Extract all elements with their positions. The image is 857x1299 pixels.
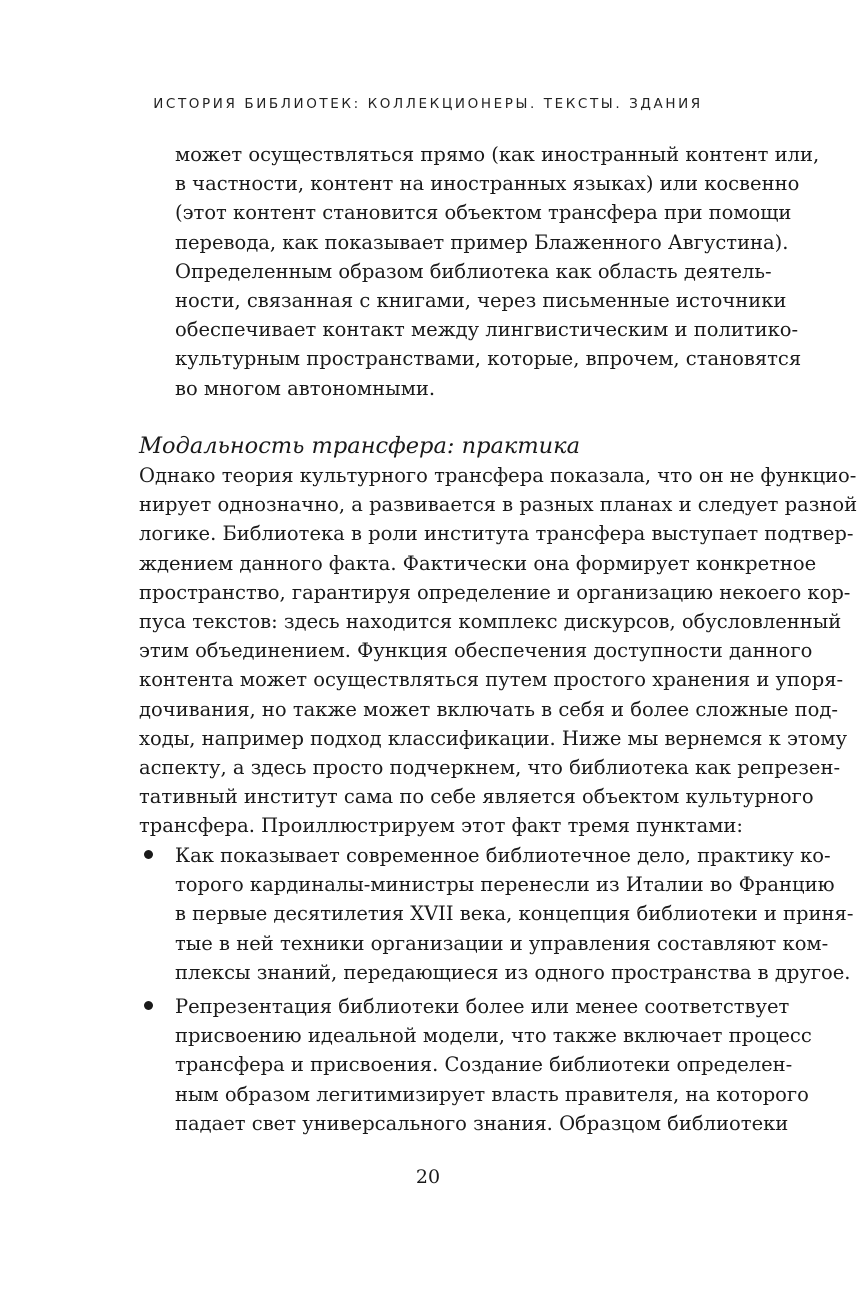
text-line: контента может осуществляться путем простого хранения и упоря- <box>139 668 844 692</box>
text-line: культурным пространствами, которые, впрочем, становятся <box>175 347 802 371</box>
continued-paragraph <box>0 140 856 403</box>
text-line: пространство, гарантируя определение и организацию некоего кор- <box>139 580 851 604</box>
text-line: трансфера и присвоения. Создание библиотеки определен- <box>175 1053 793 1077</box>
text-line: торого кардиналы-министры перенесли из Италии во Францию <box>175 873 835 897</box>
text-line: пуса текстов: здесь находится комплекс дискурсов, обусловленный <box>139 609 842 633</box>
section-heading: Модальность трансфера: практика <box>139 433 581 459</box>
text-line: (этот контент становится объектом трансфера при помощи <box>175 201 792 225</box>
text-line: может осуществляться прямо (как иностранный контент или, <box>175 143 820 166</box>
text-line: во многом автономными. <box>175 376 436 400</box>
bullet-item <box>0 841 856 987</box>
main-paragraph <box>0 461 856 840</box>
text-line: нирует однозначно, а развивается в разных планах и следует разной <box>139 493 857 517</box>
text-line: логике. Библиотека в роли института трансфера выступает подтвер- <box>139 522 854 546</box>
text-line: ным образом легитимизирует власть правителя, на которого <box>175 1082 809 1106</box>
text-line: Репрезентация библиотеки более или менее соответствует <box>175 994 790 1018</box>
text-line: присвоению идеальной модели, что также включает процесс <box>175 1024 812 1048</box>
text-line: дочивания, но также может включать в себя и более сложные под- <box>139 697 838 721</box>
text-line: Определенным образом библиотека как область деятель- <box>175 259 772 283</box>
text-line: тые в ней техники организации и управления составляют ком- <box>175 931 829 955</box>
text-line: обеспечивает контакт между лингвистическим и политико- <box>175 318 799 342</box>
text-line: этим объединением. Функция обеспечения доступности данного <box>139 639 813 663</box>
bullet-item <box>0 992 856 1138</box>
text-line: Однако теория культурного трансфера показала, что он не функцио- <box>139 464 857 487</box>
text-line: ждением данного факта. Фактически она формирует конкретное <box>139 551 817 575</box>
text-line: ходы, например подход классификации. Ниже мы вернемся к этому <box>139 726 848 750</box>
text-line: Как показывает современное библиотечное дело, практику ко- <box>175 844 831 867</box>
bullet-icon <box>144 850 153 859</box>
text-line: тативный институт сама по себе является объектом культурного <box>139 785 814 809</box>
text-line: аспекту, а здесь просто подчеркнем, что библиотека как репрезен- <box>139 755 841 779</box>
text-line: плексы знаний, передающиеся из одного пространства в другое. <box>175 960 851 984</box>
text-line: в частности, контент на иностранных языках) или косвенно <box>175 172 800 196</box>
bullet-icon <box>144 1001 153 1010</box>
text-line: трансфера. Проиллюстрируем этот факт тремя пунктами: <box>139 814 743 838</box>
page-number: 20 <box>415 1166 441 1188</box>
text-line: перевода, как показывает пример Блаженного Августина). <box>175 230 789 254</box>
text-line: ности, связанная с книгами, через письменные источники <box>175 288 787 312</box>
running-head: ИСТОРИЯ БИБЛИОТЕК: КОЛЛЕКЦИОНЕРЫ. ТЕКСТЫ. ЗДАНИЯ <box>153 96 703 112</box>
text-line: в первые десятилетия XVII века, концепция библиотеки и приня- <box>175 902 854 926</box>
bullet-list <box>0 841 856 1138</box>
text-line: падает свет универсального знания. Образцом библиотеки <box>175 1111 789 1135</box>
